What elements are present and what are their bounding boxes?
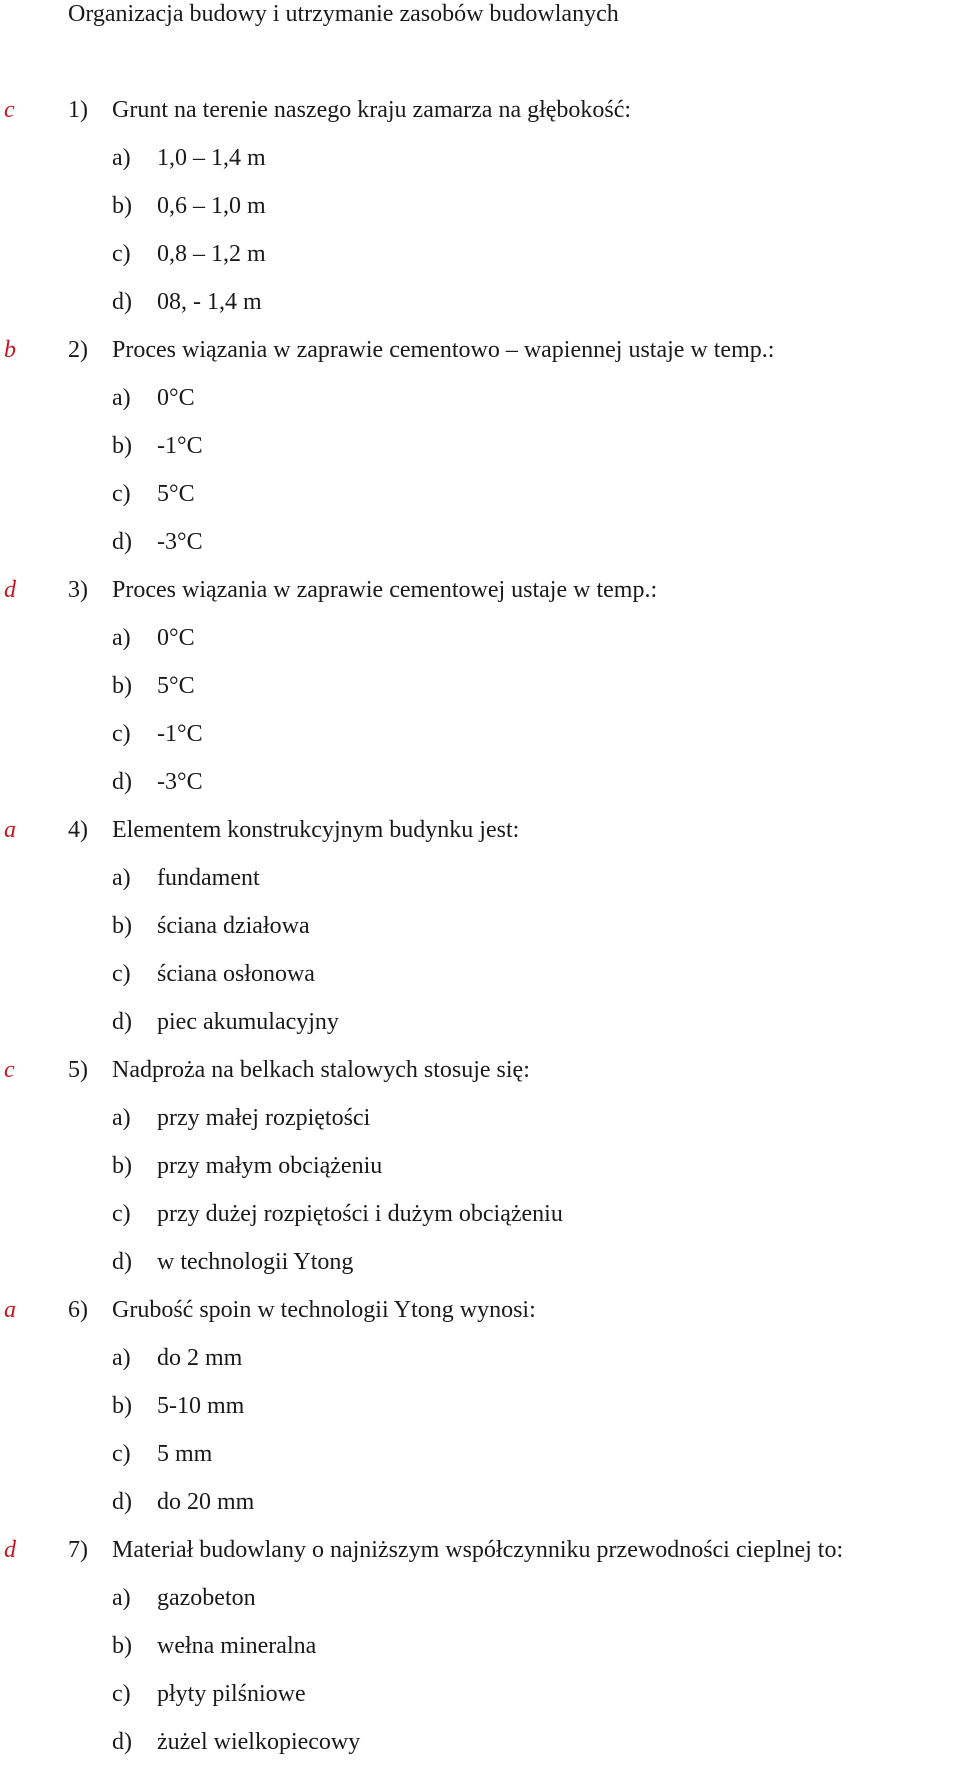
- question-number: 3): [68, 577, 88, 603]
- question-text: Elementem konstrukcyjnym budynku jest:: [112, 817, 520, 843]
- question-block: [0, 326, 960, 566]
- question-block: [0, 806, 960, 1046]
- option-row: [0, 1478, 960, 1526]
- question-block: [0, 86, 960, 326]
- option-letter: a): [112, 865, 131, 891]
- option-text: w technologii Ytong: [157, 1249, 354, 1275]
- option-letter: c): [112, 241, 131, 267]
- option-text: do 20 mm: [157, 1489, 255, 1515]
- answer-key: a: [4, 817, 16, 843]
- option-text: -1°C: [157, 433, 203, 459]
- answer-key: d: [4, 577, 16, 603]
- option-text: 5°C: [157, 673, 195, 699]
- answer-key: a: [4, 1297, 16, 1323]
- option-text: płyty pilśniowe: [157, 1681, 306, 1707]
- option-row: [0, 998, 960, 1046]
- option-row: [0, 1238, 960, 1286]
- option-row: [0, 230, 960, 278]
- option-letter: d): [112, 1729, 132, 1755]
- quiz-list: [0, 86, 960, 1766]
- option-text: 5 mm: [157, 1441, 213, 1467]
- option-letter: d): [112, 1249, 132, 1275]
- option-row: [0, 518, 960, 566]
- option-row: [0, 422, 960, 470]
- option-letter: a): [112, 1585, 131, 1611]
- option-text: piec akumulacyjny: [157, 1009, 339, 1035]
- question-block: [0, 1286, 960, 1526]
- option-row: [0, 758, 960, 806]
- answer-key: c: [4, 1057, 15, 1083]
- option-row: [0, 1094, 960, 1142]
- option-row: [0, 950, 960, 998]
- option-text: 0,6 – 1,0 m: [157, 193, 266, 219]
- option-letter: c): [112, 961, 131, 987]
- option-letter: b): [112, 433, 132, 459]
- option-letter: c): [112, 481, 131, 507]
- option-row: [0, 614, 960, 662]
- question-number: 1): [68, 97, 88, 123]
- option-text: fundament: [157, 865, 260, 891]
- option-row: [0, 1430, 960, 1478]
- question-row: [0, 806, 960, 854]
- question-row: [0, 566, 960, 614]
- option-row: [0, 1670, 960, 1718]
- option-letter: b): [112, 193, 132, 219]
- option-text: -3°C: [157, 769, 203, 795]
- option-letter: c): [112, 721, 131, 747]
- option-letter: b): [112, 1393, 132, 1419]
- question-text: Proces wiązania w zaprawie cementowej ustaje w temp.:: [112, 577, 658, 603]
- option-letter: b): [112, 673, 132, 699]
- option-letter: a): [112, 1345, 131, 1371]
- option-text: 0,8 – 1,2 m: [157, 241, 266, 267]
- option-text: przy małej rozpiętości: [157, 1105, 371, 1131]
- option-text: gazobeton: [157, 1585, 256, 1611]
- option-letter: c): [112, 1441, 131, 1467]
- option-letter: a): [112, 1105, 131, 1131]
- option-text: do 2 mm: [157, 1345, 243, 1371]
- option-text: 0°C: [157, 625, 195, 651]
- option-row: [0, 854, 960, 902]
- question-number: 7): [68, 1537, 88, 1563]
- question-text: Proces wiązania w zaprawie cementowo – wapiennej ustaje w temp.:: [112, 337, 775, 363]
- question-number: 5): [68, 1057, 88, 1083]
- option-row: [0, 1142, 960, 1190]
- question-number: 6): [68, 1297, 88, 1323]
- question-text: Materiał budowlany o najniższym współczynniku przewodności cieplnej to:: [112, 1537, 844, 1563]
- option-row: [0, 1718, 960, 1766]
- option-row: [0, 1574, 960, 1622]
- option-letter: a): [112, 145, 131, 171]
- question-block: [0, 1526, 960, 1766]
- option-row: [0, 134, 960, 182]
- option-text: 08, - 1,4 m: [157, 289, 262, 315]
- option-letter: d): [112, 769, 132, 795]
- option-letter: d): [112, 529, 132, 555]
- option-row: [0, 182, 960, 230]
- option-text: ściana osłonowa: [157, 961, 315, 987]
- option-text: przy małym obciążeniu: [157, 1153, 383, 1179]
- option-letter: d): [112, 1489, 132, 1515]
- option-row: [0, 902, 960, 950]
- option-text: 1,0 – 1,4 m: [157, 145, 266, 171]
- question-block: [0, 1046, 960, 1286]
- option-text: 5-10 mm: [157, 1393, 245, 1419]
- answer-key: d: [4, 1537, 16, 1563]
- option-row: [0, 1190, 960, 1238]
- option-text: -3°C: [157, 529, 203, 555]
- option-letter: c): [112, 1201, 131, 1227]
- question-row: [0, 1286, 960, 1334]
- option-row: [0, 278, 960, 326]
- option-text: wełna mineralna: [157, 1633, 317, 1659]
- question-row: [0, 326, 960, 374]
- question-text: Grubość spoin w technologii Ytong wynosi:: [112, 1297, 536, 1323]
- option-row: [0, 662, 960, 710]
- option-letter: c): [112, 1681, 131, 1707]
- question-row: [0, 1046, 960, 1094]
- option-letter: b): [112, 1633, 132, 1659]
- option-text: 0°C: [157, 385, 195, 411]
- option-row: [0, 1334, 960, 1382]
- question-number: 2): [68, 337, 88, 363]
- option-letter: a): [112, 625, 131, 651]
- option-text: ściana działowa: [157, 913, 310, 939]
- option-letter: d): [112, 1009, 132, 1035]
- option-row: [0, 1382, 960, 1430]
- question-row: [0, 1526, 960, 1574]
- option-row: [0, 1622, 960, 1670]
- option-row: [0, 470, 960, 518]
- option-text: -1°C: [157, 721, 203, 747]
- question-number: 4): [68, 817, 88, 843]
- option-letter: d): [112, 289, 132, 315]
- option-row: [0, 374, 960, 422]
- option-text: przy dużej rozpiętości i dużym obciążeniu: [157, 1201, 563, 1227]
- option-letter: a): [112, 385, 131, 411]
- option-text: 5°C: [157, 481, 195, 507]
- answer-key: b: [4, 337, 16, 363]
- option-letter: b): [112, 913, 132, 939]
- option-text: żużel wielkopiecowy: [157, 1729, 361, 1755]
- question-block: [0, 566, 960, 806]
- answer-key: c: [4, 97, 15, 123]
- question-text: Grunt na terenie naszego kraju zamarza na głębokość:: [112, 97, 632, 123]
- question-text: Nadproża na belkach stalowych stosuje się:: [112, 1057, 530, 1083]
- option-letter: b): [112, 1153, 132, 1179]
- question-row: [0, 86, 960, 134]
- page-title: Organizacja budowy i utrzymanie zasobów budowlanych: [68, 1, 619, 27]
- option-row: [0, 710, 960, 758]
